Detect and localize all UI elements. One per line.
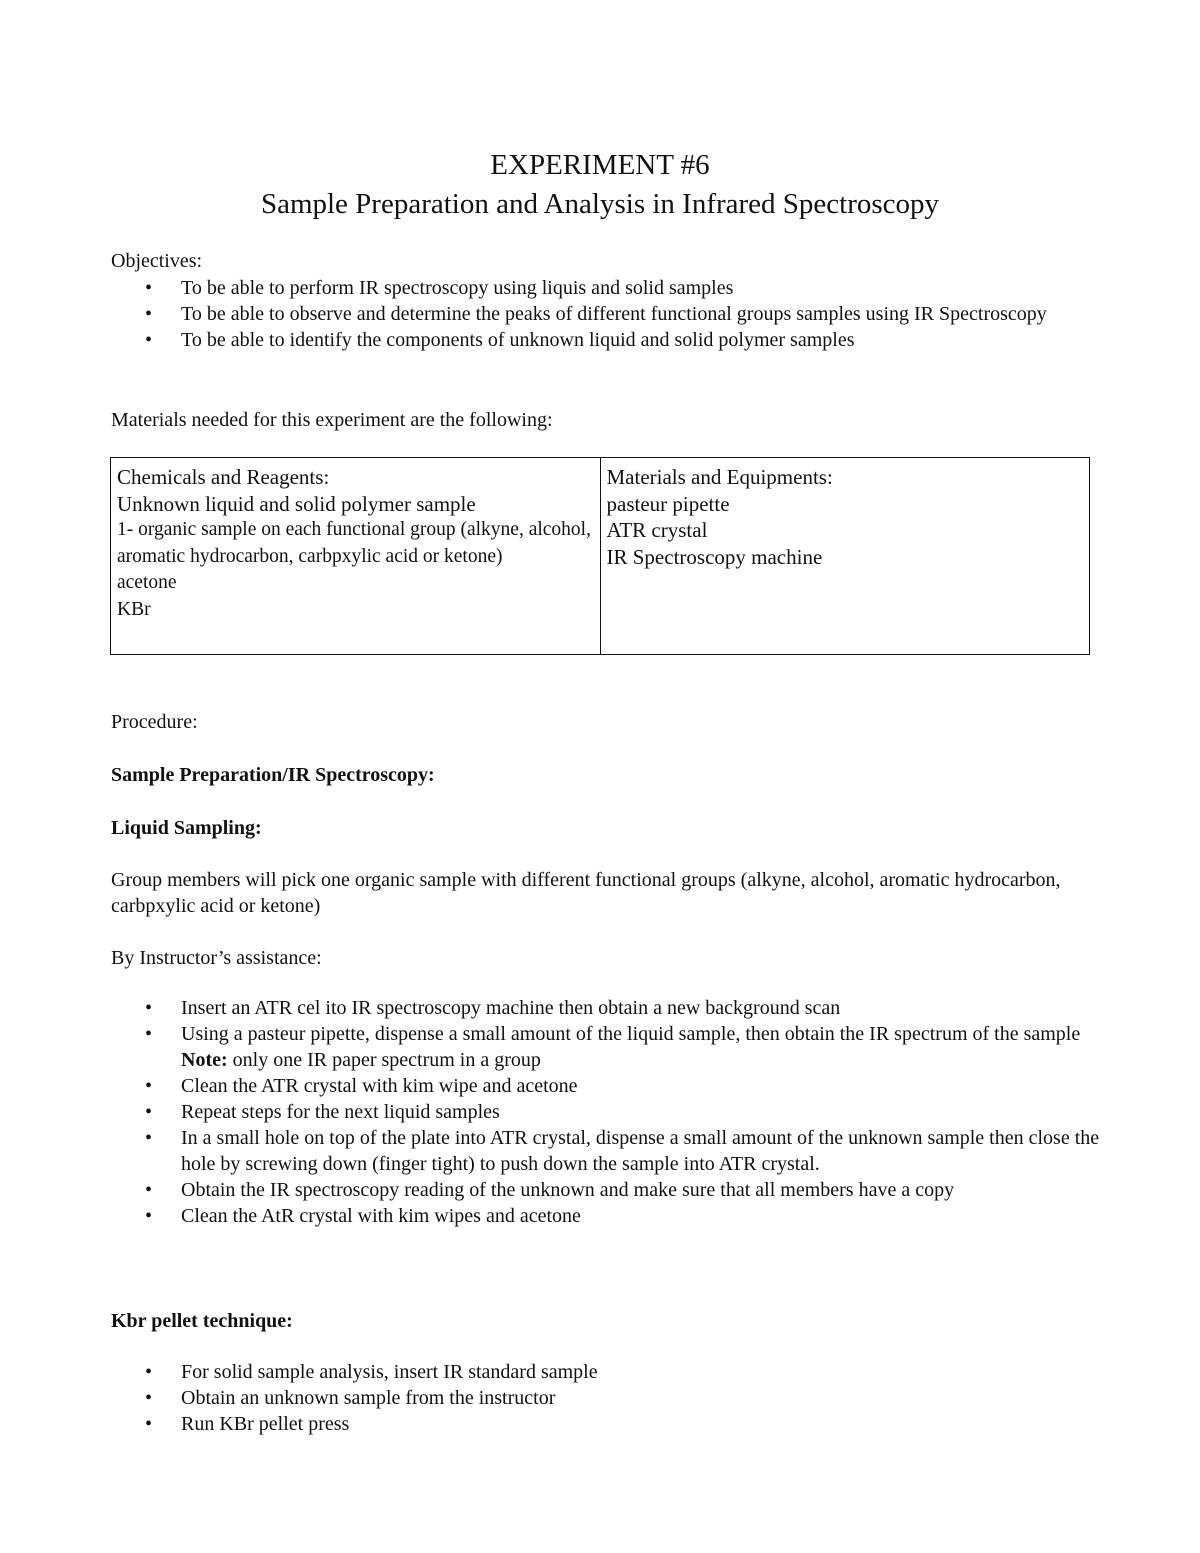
equipment-item: pasteur pipette: [606, 491, 730, 516]
chemicals-header: Chemicals and Reagents:: [117, 465, 330, 489]
list-item: • For solid sample analysis, insert IR standard sample: [111, 1359, 1101, 1385]
kbr-heading: Kbr pellet technique:: [111, 1310, 293, 1332]
step-text: Using a pasteur pipette, dispense a small amount of the liquid sample, then obtain the IR spectrum of the sample: [181, 1023, 1081, 1045]
chemicals-item: Unknown liquid and solid polymer sample: [117, 491, 476, 516]
note-label: Note:: [181, 1049, 228, 1071]
liquid-paragraph: Group members will pick one organic sample with different functional groups (alkyne, alcohol, aromatic hydrocarbon, carbpxylic acid or ketone): [111, 869, 1061, 917]
materials-intro: Materials needed for this experiment are the following:: [111, 409, 553, 431]
equipment-cell: [600, 458, 1090, 655]
list-item: • Run KBr pellet press: [111, 1411, 1101, 1437]
assistance-label: By Instructor’s assistance:: [111, 947, 322, 969]
list-item: • Repeat steps for the next liquid samples: [111, 1099, 1101, 1125]
experiment-number: EXPERIMENT #6: [490, 149, 710, 181]
equipment-item: IR Spectroscopy machine: [606, 544, 823, 569]
liquid-steps-list: [111, 995, 1101, 1229]
section-heading: Sample Preparation/IR Spectroscopy:: [111, 764, 435, 786]
materials-table: [110, 457, 1090, 655]
list-item: • Clean the ATR crystal with kim wipe and acetone: [111, 1073, 1101, 1099]
list-item: • To be able to identify the components of unknown liquid and solid polymer samples: [111, 327, 1101, 353]
list-item: • To be able to observe and determine the peaks of different functional groups samples using IR Spectroscopy: [111, 301, 1081, 327]
list-item: • Clean the AtR crystal with kim wipes and acetone: [111, 1203, 1101, 1229]
objectives-label: Objectives:: [111, 250, 203, 272]
list-item: • Insert an ATR cel ito IR spectroscopy machine then obtain a new background scan: [111, 995, 1101, 1021]
list-item: • To be able to perform IR spectroscopy using liquis and solid samples: [111, 275, 1101, 301]
procedure-label: Procedure:: [111, 711, 198, 733]
chemicals-item: KBr: [117, 598, 151, 620]
list-item: • Obtain an unknown sample from the instructor: [111, 1385, 1101, 1411]
list-item: [111, 1021, 1101, 1073]
equipment-item: ATR crystal: [606, 518, 708, 542]
document-title: Sample Preparation and Analysis in Infrared Spectroscopy: [260, 188, 940, 220]
objectives-list: [111, 275, 1101, 353]
chemicals-item: acetone: [117, 572, 177, 593]
kbr-steps-list: [111, 1359, 1101, 1437]
liquid-sampling-heading: Liquid Sampling:: [111, 817, 262, 839]
step-text: only one IR paper spectrum in a group: [227, 1049, 541, 1071]
list-item: • In a small hole on top of the plate into ATR crystal, dispense a small amount of the unknown sample then close the hole by screwing down (finger tight) to push down the sample into ATR crystal.: [111, 1125, 1101, 1177]
equipment-header: Materials and Equipments:: [606, 465, 833, 489]
list-item: • Obtain the IR spectroscopy reading of the unknown and make sure that all members have a copy: [111, 1177, 1101, 1203]
chemicals-item: 1- organic sample on each functional group (alkyne, alcohol, aromatic hydrocarbon, carbpxylic acid or ketone): [117, 519, 591, 567]
chemicals-cell: [111, 458, 601, 655]
